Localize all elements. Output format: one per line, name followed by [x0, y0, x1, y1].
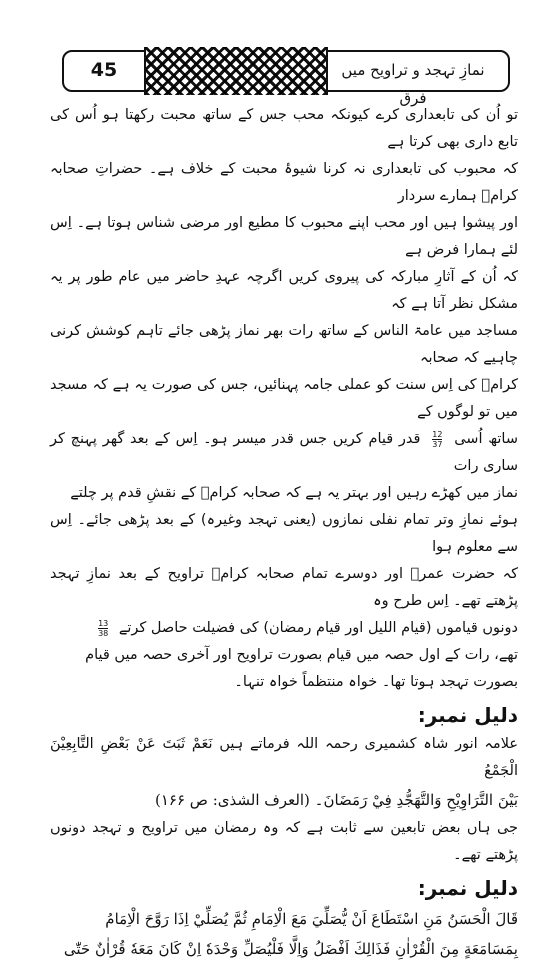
- paragraph-line: تو اُن کی تابعداری کرے کیونکہ محب جس کے ساتھ محبت رکھتا ہو اُس کی تابع داری بھی کرتا ہے: [50, 107, 518, 150]
- line-start: دونوں قیاموں (قیام اللیل اور قیام رمضان) کی فضیلت حاصل کرتے: [118, 620, 518, 636]
- paragraph-line: کرامؓ کی اِس سنت کو عملی جامہ پہنائیں، جس کی صورت یہ ہے کہ مسجد میں تو لوگوں کے: [50, 377, 518, 420]
- paragraph-line: بصورت تہجد ہوتا تھا۔ خواہ منتظماً خواہ تنہا۔: [234, 674, 518, 690]
- paragraph-line: اور پیشوا ہیں اور محب اپنے محبوب کا مطیع اور مرضی شناس ہوتا ہے۔ اِس لئے ہمارا فرض ہے: [50, 215, 518, 258]
- arabic-quote-line: بِمَسَامَعَةٍ مِنَ الْقُرْاٰنِ فَذَالِكَ اَفْضَلُ وَاِلَّا فَلْيُصَلِّ وَحْدَهٗ اِنْ كَانَ مَعَهٗ قُرْاٰنٌ حَتّٰى: [63, 940, 518, 958]
- quote-line: علامہ انور شاہ کشمیری رحمہ اللہ فرماتے ہیں نَعَمْ ثَبَتَ عَنْ بَعْضِ التَّابِعِيْنَ الْجَمْعُ: [50, 736, 518, 779]
- paragraph-line: [50, 615, 518, 642]
- body-text: [50, 102, 518, 964]
- page-number: 45: [72, 56, 136, 84]
- paragraph-line: کہ محبوب کی تابعداری نہ کرنا شیوۂ محبت کے خلاف ہے۔ حضراتِ صحابہ کرامؓ ہمارے سردار: [50, 161, 518, 204]
- line-end: قدر قیام کریں جس قدر میسر ہو۔ اِس کے بعد گھر پہنچ کر ساری رات: [50, 431, 518, 474]
- paragraph-line: تھے، رات کے اول حصہ میں قیام بصورت تراویح اور آخری حصہ میں قیام: [85, 647, 518, 663]
- footnote-marker: [432, 430, 442, 449]
- marker-bottom: 37: [432, 439, 443, 449]
- marker-top: 12: [432, 429, 443, 439]
- paragraph-line: [50, 426, 518, 480]
- section-heading: دلیل نمبر:: [417, 876, 518, 900]
- paragraph-line: ہوئے نمازِ وتر تمام نفلی نمازوں (یعنی تہجد وغیرہ) کے بعد پڑھی جائے۔ اِس سے معلوم ہوا: [50, 512, 518, 555]
- paragraph-line: مساجد میں عامۃ الناس کے ساتھ رات بھر نماز پڑھی جائے تاہم کوشش کرنی چاہیے کہ صحابہ: [50, 323, 518, 366]
- section-heading: دلیل نمبر:: [417, 703, 518, 727]
- arabic-quote-line: قَالَ الْحَسَنُ مَنِ اسْتَطَاعَ اَنْ يُّصَلِّيَ مَعَ الْاِمَامِ ثُمَّ يُصَلِّيْ اِذَا رَوَّحَ الْاِمَامُ: [105, 910, 518, 928]
- paragraph-line: نماز میں کھڑے رہیں اور بہتر یہ ہے کہ صحابہ کرامؓ کے نقشِ قدم پر چلتے: [70, 485, 518, 501]
- paragraph-line: کہ حضرت عمرؓ اور دوسرے تمام صحابہ کرامؓ تراویح کے بعد نمازِ تہجد پڑھتے تھے۔ اِس طرح وہ: [50, 566, 518, 609]
- marker-top: 13: [98, 618, 109, 628]
- note-line: جی ہاں بعض تابعین سے ثابت ہے کہ وہ رمضان میں تراویح و تہجد دونوں پڑھتے تھے۔: [50, 820, 518, 863]
- marker-bottom: 38: [98, 628, 109, 638]
- quote-line: بَيْنَ التَّرَاوِيْحِ وَالتَّهَجُّدِ فِيْ رَمَضَانَ۔ (العرف الشذی: ص ۱۶۶): [155, 791, 518, 809]
- paragraph-line: کہ اُن کے آثارِ مبارکہ کی پیروی کریں اگرچہ عہدِ حاضر میں عام طور پر یہ مشکل نظر آتا ہے کہ: [50, 269, 518, 312]
- header-ornament: [144, 47, 328, 95]
- footnote-marker: [98, 619, 108, 638]
- page-header: [62, 50, 510, 107]
- running-title: نمازِ تہجد و تراویح میں فرق: [328, 56, 498, 84]
- line-start: ساتھ اُسی: [454, 431, 518, 447]
